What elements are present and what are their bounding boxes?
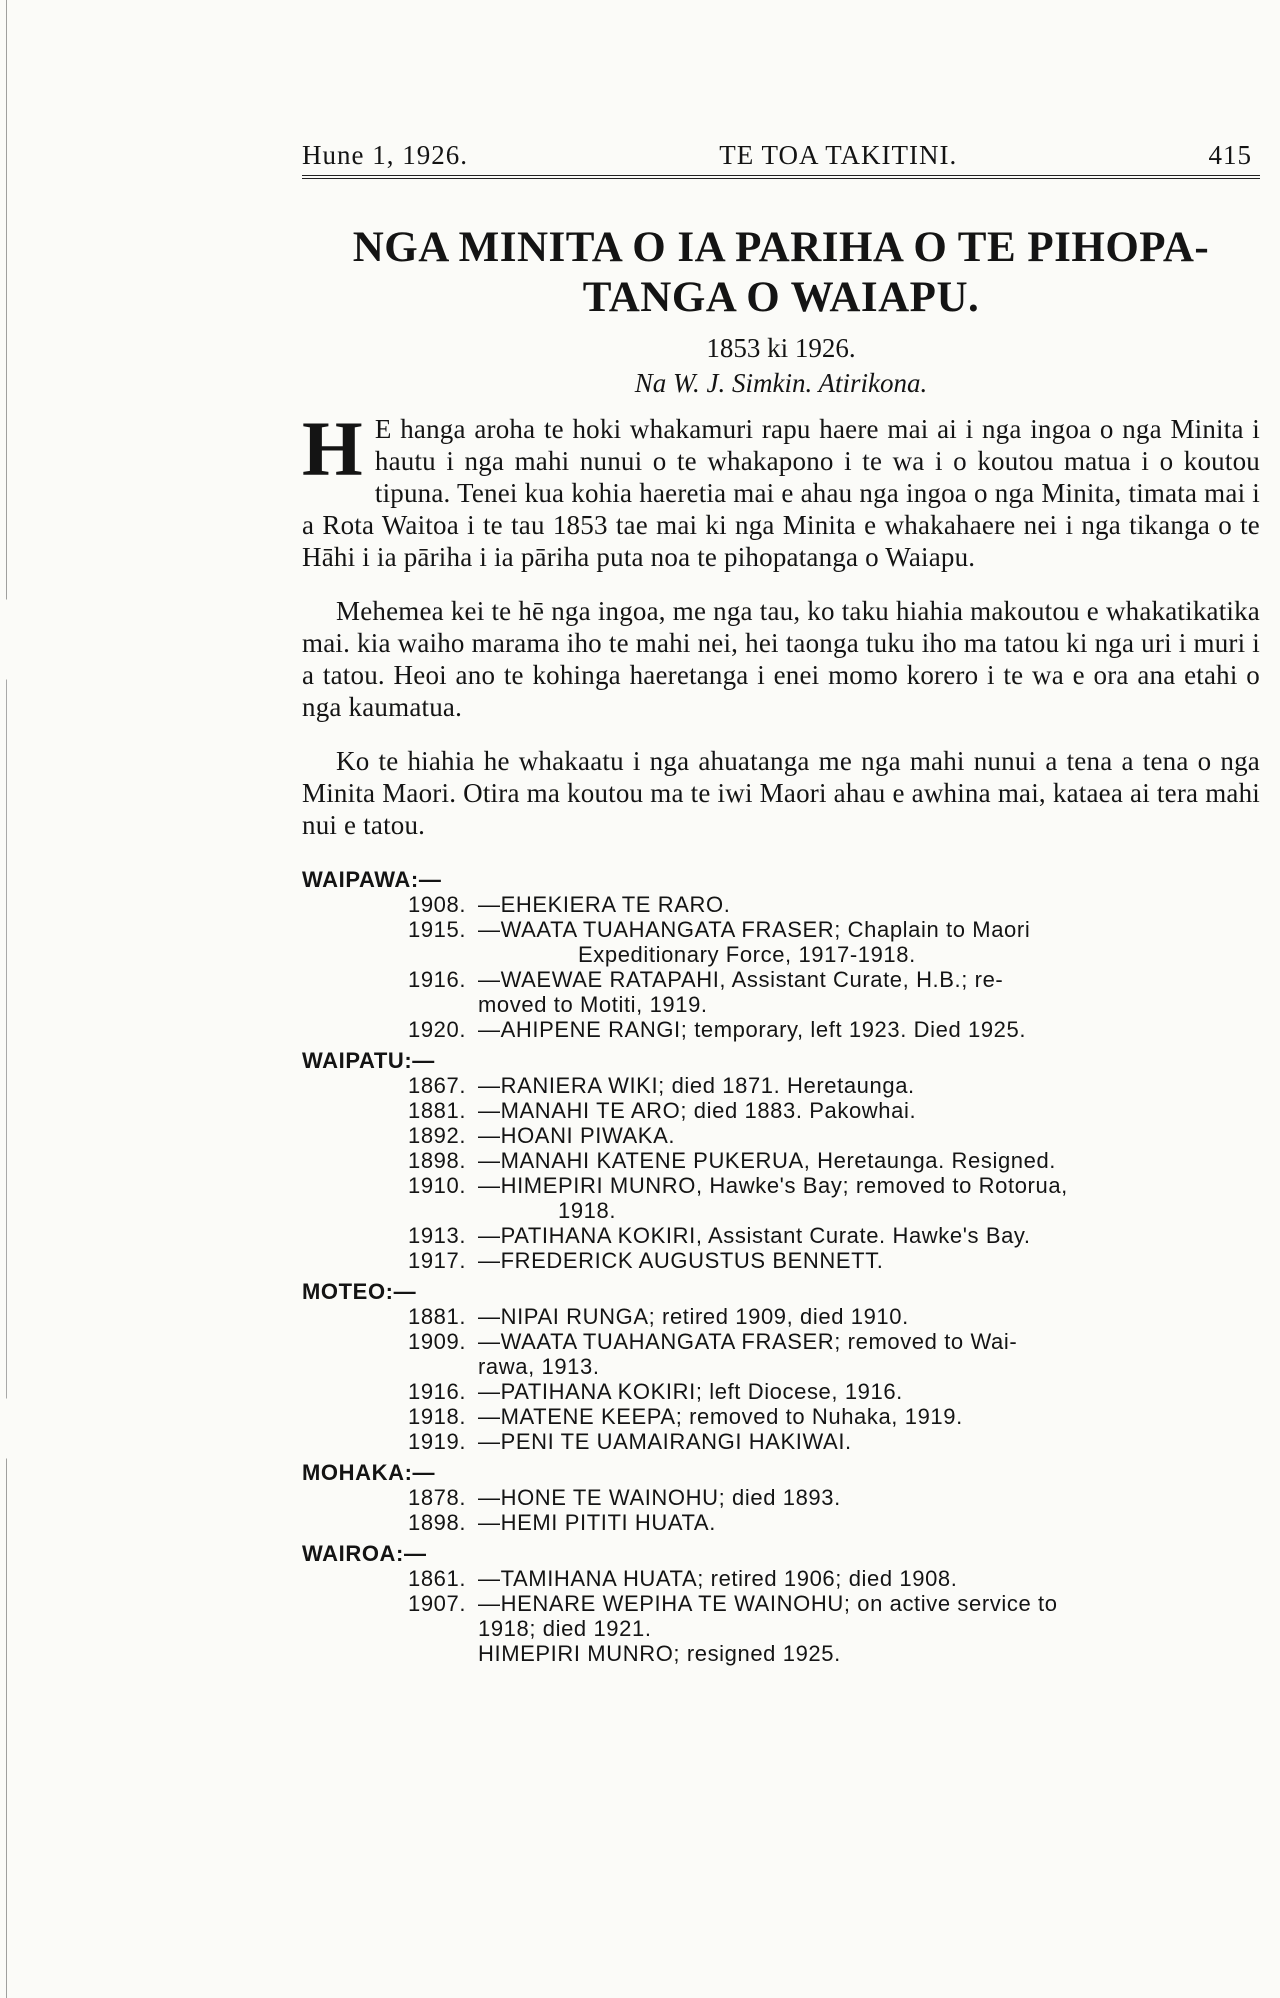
record-entry [302, 1566, 1260, 1591]
record-year: 1917. [408, 1248, 467, 1273]
record-entry [302, 892, 1260, 917]
record-entry [302, 1304, 1260, 1329]
record-year: 1867. [408, 1073, 467, 1098]
record-year: 1916. [408, 967, 467, 992]
district-title: WAIPAWA:— [302, 867, 442, 892]
record-entry [302, 1379, 1260, 1404]
record-text: —WAATA TUAHANGATA FRASER; removed to Wai- [478, 1329, 1018, 1354]
record-entry [302, 917, 1260, 967]
header-publication: TE TOA TAKITINI. [719, 140, 958, 170]
record-entry [302, 1404, 1260, 1429]
record-text: —HEMI PITITI HUATA. [478, 1510, 716, 1535]
record-entry [302, 1429, 1260, 1454]
record-year: 1919. [408, 1429, 467, 1454]
running-header [302, 140, 1260, 179]
district-mohaka [302, 1460, 1260, 1535]
record-entry [302, 1123, 1260, 1148]
record-entry [302, 1641, 1260, 1666]
record-text: —EHEKIERA TE RARO. [478, 892, 731, 917]
title-line-1: NGA MINITA O IA PARIHA O TE PIHOPA- [352, 224, 1210, 271]
record-text: —RANIERA WIKI; died 1871. Heretaunga. [478, 1073, 915, 1098]
record-entry [302, 1073, 1260, 1098]
record-continuation: moved to Motiti, 1919. [478, 992, 708, 1017]
record-continuation: rawa, 1913. [478, 1354, 600, 1379]
record-text: —MANAHI TE ARO; died 1883. Pakowhai. [478, 1098, 917, 1123]
district-moteo [302, 1279, 1260, 1454]
record-text: —HENARE WEPIHA TE WAINOHU; on active service to [478, 1591, 1058, 1616]
record-entry [302, 1223, 1260, 1248]
record-text: —HIMEPIRI MUNRO, Hawke's Bay; removed to Rotorua, [478, 1173, 1068, 1198]
record-text: —MATENE KEEPA; removed to Nuhaka, 1919. [478, 1404, 963, 1429]
record-entry [302, 1329, 1260, 1379]
record-year: 1881. [408, 1304, 467, 1329]
record-text: —PENI TE UAMAIRANGI HAKIWAI. [478, 1429, 852, 1454]
record-entry [302, 1510, 1260, 1535]
record-year: 1898. [408, 1148, 467, 1173]
record-text: —WAATA TUAHANGATA FRASER; Chaplain to Maori [478, 917, 1031, 942]
record-entry [302, 1248, 1260, 1273]
district-wairoa [302, 1541, 1260, 1666]
record-year: 1908. [408, 892, 467, 917]
district-title: WAIROA:— [302, 1541, 427, 1566]
record-text: —PATIHANA KOKIRI; left Diocese, 1916. [478, 1379, 903, 1404]
record-text: —HOANI PIWAKA. [478, 1123, 676, 1148]
record-continuation: 1918. [558, 1198, 617, 1223]
article-title [302, 223, 1260, 323]
header-page-number: 415 [1208, 140, 1252, 170]
record-entry [302, 967, 1260, 1017]
district-title: MOTEO:— [302, 1279, 417, 1304]
record-year: 1913. [408, 1223, 467, 1248]
document-page [302, 140, 1260, 1666]
record-year: 1920. [408, 1017, 467, 1042]
district-title: MOHAKA:— [302, 1460, 436, 1485]
record-text: —TAMIHANA HUATA; retired 1906; died 1908. [478, 1566, 958, 1591]
record-year: 1909. [408, 1329, 467, 1354]
record-year: 1881. [408, 1098, 467, 1123]
record-text: —HONE TE WAINOHU; died 1893. [478, 1485, 841, 1510]
paragraph-3: Ko te hiahia he whakaatu i nga ahuatanga me nga mahi nunui a tena a tena o nga Minita Maori. Otira ma koutou ma te iwi Maori ahau e awhina mai, kataea ai tera mahi nui e tatou. [302, 746, 1260, 840]
record-entry [302, 1098, 1260, 1123]
record-text: —PATIHANA KOKIRI, Assistant Curate. Hawke's Bay. [478, 1223, 1031, 1248]
record-year: 1910. [408, 1173, 467, 1198]
record-year: 1878. [408, 1485, 467, 1510]
district-title: WAIPATU:— [302, 1048, 435, 1073]
record-text: —MANAHI KATENE PUKERUA, Heretaunga. Resigned. [478, 1148, 1057, 1173]
record-continuation: Expeditionary Force, 1917-1918. [578, 942, 916, 967]
record-year: 1861. [408, 1566, 467, 1591]
scan-edge [6, 0, 7, 1998]
paragraph-1-text: E hanga aroha te hoki whakamuri rapu haere mai ai i nga ingoa o nga Minita i hautu i nga mahi nunui o te whakapono i te wa i o koutou matua i o koutou tipuna. Tenei kua kohia haeretia mai e ahau nga ingoa o nga Minita, timata mai i a Rota Waitoa i te tau 1853 tae mai ki nga Minita e whakahaere nei i nga tikanga o te Hāhi i ia pāriha i ia pāriha puta noa te pihopatanga o Waiapu. [302, 414, 1260, 572]
title-line-2: TANGA O WAIAPU. [582, 274, 980, 321]
record-text: HIMEPIRI MUNRO; resigned 1925. [478, 1641, 841, 1666]
record-year: 1898. [408, 1510, 467, 1535]
header-date: Hune 1, 1926. [302, 140, 468, 170]
minister-records [302, 867, 1260, 1666]
paragraph-1 [302, 405, 1260, 573]
drop-cap: H [302, 405, 363, 492]
record-year: 1915. [408, 917, 467, 942]
record-year: 1918. [408, 1404, 467, 1429]
record-entry [302, 1591, 1260, 1641]
record-text: —WAEWAE RATAPAHI, Assistant Curate, H.B.; re- [478, 967, 1004, 992]
paragraph-2: Mehemea kei te hē nga ingoa, me nga tau, ko taku hiahia makoutou e whakatikatika mai. kia waiho marama iho te mahi nei, hei taonga tuku iho ma tatou ki nga uri i muri i a tatou. Heoi ano te kohinga haeretanga i enei momo korero i te wa e ora ana etahi o nga kaumatua. [302, 596, 1260, 722]
record-text: —NIPAI RUNGA; retired 1909, died 1910. [478, 1304, 909, 1329]
record-year: 1892. [408, 1123, 467, 1148]
record-year: 1907. [408, 1591, 467, 1616]
district-waipawa [302, 867, 1260, 1042]
record-year: 1916. [408, 1379, 467, 1404]
article-byline: Na W. J. Simkin. Atirikona. [634, 368, 928, 398]
record-entry [302, 1485, 1260, 1510]
record-text: —AHIPENE RANGI; temporary, left 1923. Died 1925. [478, 1017, 1027, 1042]
record-entry [302, 1148, 1260, 1173]
record-entry [302, 1173, 1260, 1223]
record-continuation: 1918; died 1921. [478, 1616, 652, 1641]
district-waipatu [302, 1048, 1260, 1273]
article-dates: 1853 ki 1926. [706, 333, 856, 363]
record-entry [302, 1017, 1260, 1042]
record-text: —FREDERICK AUGUSTUS BENNETT. [478, 1248, 884, 1273]
